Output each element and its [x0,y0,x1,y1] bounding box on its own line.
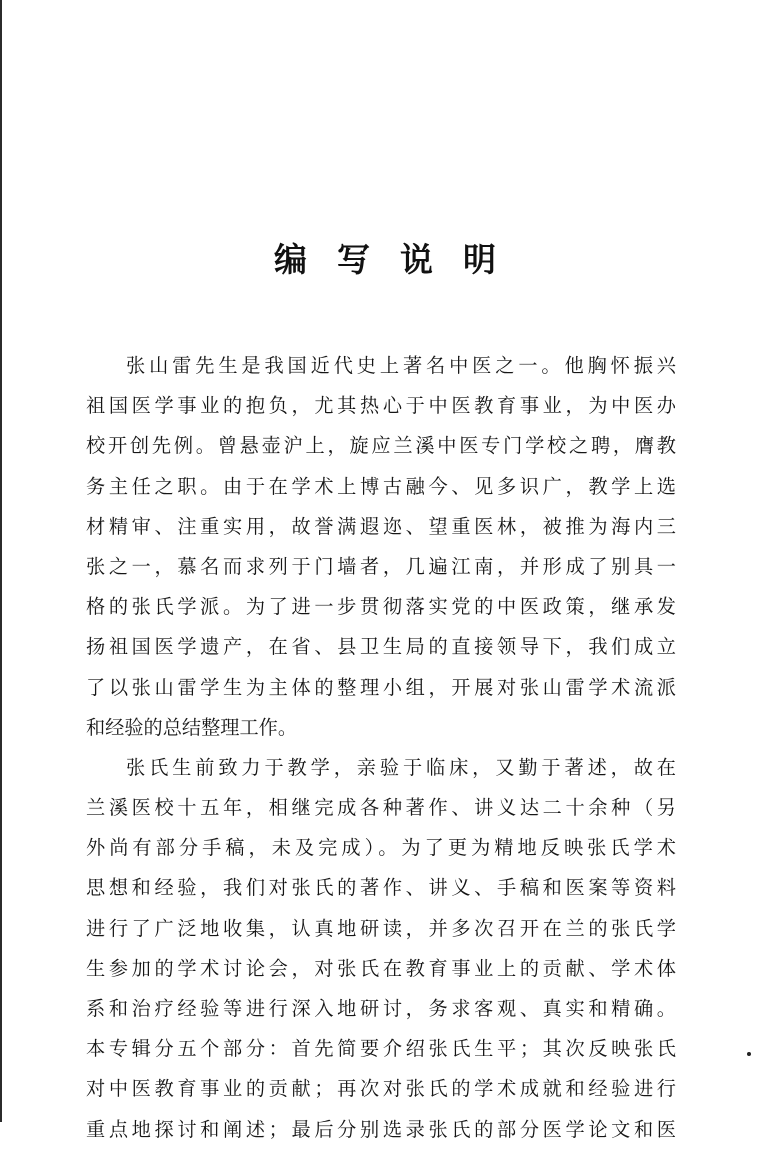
page-left-edge-shadow [0,0,2,1122]
text-line-7: 格的张氏学派。为了进一步贯彻落实党的中医政策，继承发 [86,595,676,619]
text-line-3: 校开创先例。曾悬壶沪上，旋应兰溪中医专门学校之聘，膺教 [86,434,676,458]
text-line-4: 务主任之职。由于在学术上博古融今、见多识广，教学上选 [86,474,676,498]
scan-speck [747,1052,751,1056]
body-text [86,346,676,1150]
text-line-20: 重点地探讨和阐述；最后分别选录张氏的部分医学论文和医 [86,1117,676,1141]
text-line-11: 张氏生前致力于教学，亲验于临床，又勤于著述，故在 [126,755,676,779]
text-line-18: 本专辑分五个部分：首先简要介绍张氏生平；其次反映张氏 [86,1037,676,1061]
text-line-1: 张山雷先生是我国近代史上著名中医之一。他胸怀振兴 [126,354,676,377]
page-title: 编写说明 [274,240,526,279]
text-line-6: 张之一，慕名而求列于门墙者，几遍江南，并形成了别具一 [86,554,676,578]
text-line-16: 生参加的学术讨论会，对张氏在教育事业上的贡献、学术体 [86,956,676,980]
text-line-2: 祖国医学事业的抱负，尤其热心于中医教育事业，为中医办 [86,394,676,418]
text-line-9: 了以张山雷学生为主体的整理小组，开展对张山雷学术流派 [86,675,676,699]
text-line-5: 材精审、注重实用，故誉满遐迩、望重医林，被推为海内三 [86,514,676,538]
text-line-19: 对中医教育事业的贡献；再次对张氏的学术成就和经验进行 [86,1077,676,1101]
text-line-15: 进行了广泛地收集，认真地研读，并多次召开在兰的张氏学 [86,916,676,940]
text-line-17: 系和治疗经验等进行深入地研讨，务求客观、真实和精确。 [86,997,676,1020]
text-line-8: 扬祖国医学遗产，在省、县卫生局的直接领导下，我们成立 [86,635,676,659]
text-line-12: 兰溪医校十五年，相继完成各种著作、讲义达二十余种（另 [86,796,676,820]
text-line-10: 和经验的总结整理工作。 [86,715,298,739]
text-line-14: 思想和经验，我们对张氏的著作、讲义、手稿和医案等资料 [86,876,676,900]
text-line-13: 外尚有部分手稿，未及完成）。为了更为精地反映张氏学术 [86,836,676,860]
